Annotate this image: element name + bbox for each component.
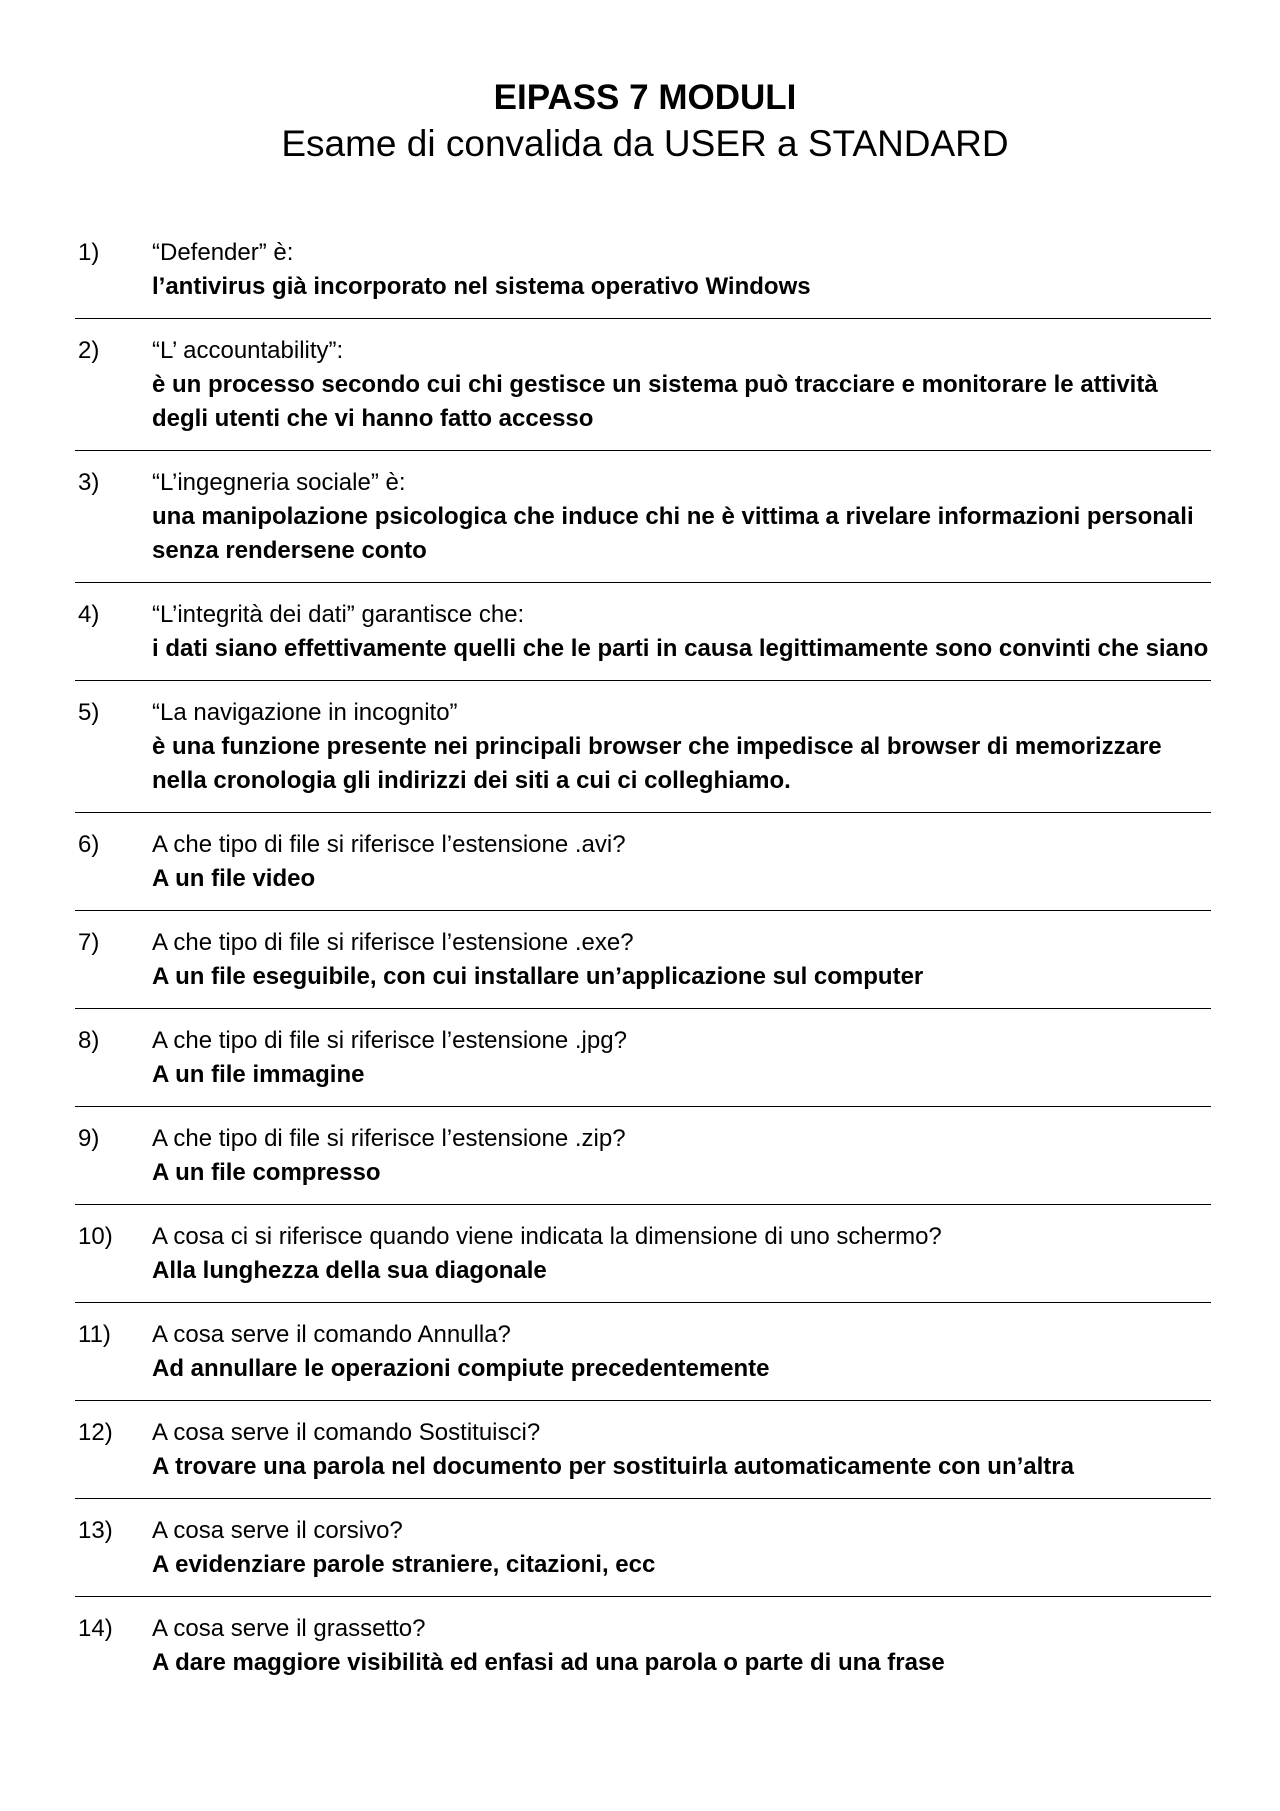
question-number: 11) [78, 1321, 111, 1348]
question-text: A che tipo di file si riferisce l’estensione .exe? [152, 929, 634, 956]
answer-text: Alla lunghezza della sua diagonale [152, 1257, 547, 1284]
question-item [75, 1220, 1211, 1303]
answer-text: A trovare una parola nel documento per sostituirla automaticamente con un’altra [152, 1453, 1074, 1480]
question-text: A che tipo di file si riferisce l’estensione .avi? [152, 831, 626, 858]
question-text: A cosa serve il corsivo? [152, 1517, 403, 1544]
question-number: 8) [78, 1027, 100, 1054]
question-text: A cosa ci si riferisce quando viene indicata la dimensione di uno schermo? [152, 1223, 942, 1250]
question-text: “L’integrità dei dati” garantisce che: [152, 601, 525, 628]
question-item [75, 334, 1211, 451]
question-item [75, 1024, 1211, 1107]
question-item [75, 828, 1211, 911]
document-subtitle: Esame di convalida da USER a STANDARD [281, 123, 1009, 164]
answer-text: Ad annullare le operazioni compiute precedentemente [152, 1355, 770, 1382]
question-number: 6) [78, 831, 100, 858]
question-number: 3) [78, 469, 100, 496]
answer-text: A un file immagine [152, 1061, 365, 1088]
question-number: 12) [78, 1419, 113, 1446]
answer-text: è un processo secondo cui chi gestisce un sistema può tracciare e monitorare le attività degli utenti che vi hanno fatto accesso [152, 371, 1158, 432]
document-title: EIPASS 7 MODULI [493, 78, 797, 117]
document-header [0, 76, 1280, 168]
question-text: “La navigazione in incognito” [152, 699, 458, 726]
question-text: “L’ingegneria sociale” è: [152, 469, 406, 496]
question-item [75, 466, 1211, 583]
question-item [75, 1416, 1211, 1499]
question-list [75, 236, 1211, 1709]
answer-text: una manipolazione psicologica che induce chi ne è vittima a rivelare informazioni personali senza rendersene conto [152, 503, 1194, 564]
answer-text: A un file eseguibile, con cui installare un’applicazione sul computer [152, 963, 924, 990]
answer-text: A un file compresso [152, 1159, 381, 1186]
answer-text: è una funzione presente nei principali browser che impedisce al browser di memorizzare nella cronologia gli indirizzi dei siti a cui ci colleghiamo. [152, 733, 1162, 794]
answer-text: A evidenziare parole straniere, citazioni, ecc [152, 1551, 656, 1578]
question-text: “L’ accountability”: [152, 337, 344, 364]
question-item [75, 696, 1211, 813]
answer-text: l’antivirus già incorporato nel sistema operativo Windows [152, 273, 811, 300]
question-number: 10) [78, 1223, 113, 1250]
question-text: A che tipo di file si riferisce l’estensione .zip? [152, 1125, 626, 1152]
question-item [75, 236, 1211, 319]
question-text: A cosa serve il grassetto? [152, 1615, 426, 1642]
question-text: A cosa serve il comando Annulla? [152, 1321, 511, 1348]
question-number: 7) [78, 929, 100, 956]
answer-text: A un file video [152, 865, 316, 892]
question-number: 14) [78, 1615, 113, 1642]
answer-text: A dare maggiore visibilità ed enfasi ad una parola o parte di una frase [152, 1649, 945, 1676]
question-number: 2) [78, 337, 100, 364]
question-number: 1) [78, 239, 100, 266]
question-item [75, 1122, 1211, 1205]
question-item [75, 1514, 1211, 1597]
question-text: A cosa serve il comando Sostituisci? [152, 1419, 541, 1446]
question-number: 9) [78, 1125, 100, 1152]
question-number: 4) [78, 601, 100, 628]
question-item [75, 926, 1211, 1009]
answer-text: i dati siano effettivamente quelli che le parti in causa legittimamente sono convinti che siano [152, 635, 1209, 662]
question-item [75, 1612, 1211, 1694]
question-item [75, 598, 1211, 681]
question-text: A che tipo di file si riferisce l’estensione .jpg? [152, 1027, 627, 1054]
question-text: “Defender” è: [152, 239, 294, 266]
question-number: 5) [78, 699, 100, 726]
question-item [75, 1318, 1211, 1401]
question-number: 13) [78, 1517, 113, 1544]
